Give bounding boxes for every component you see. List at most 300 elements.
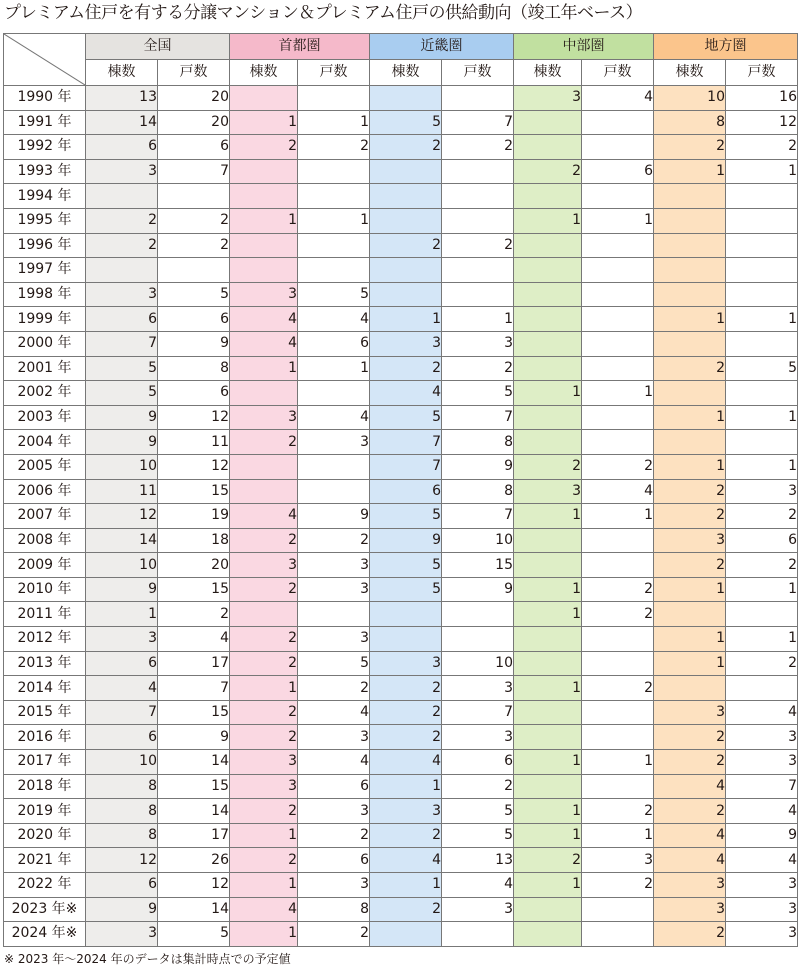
sub-header-units: 戸数 <box>158 60 230 86</box>
year-cell: 1991 年 <box>4 110 86 135</box>
units-cell: 1 <box>582 750 654 775</box>
units-cell: 15 <box>442 553 514 578</box>
buildings-cell: 4 <box>230 897 298 922</box>
units-cell: 3 <box>726 922 798 947</box>
table-row <box>4 282 798 307</box>
buildings-cell <box>230 86 298 111</box>
buildings-cell: 9 <box>86 430 158 455</box>
buildings-cell: 4 <box>370 750 442 775</box>
buildings-cell <box>654 676 726 701</box>
page-title: プレミアム住戸を有する分譲マンション＆プレミアム住戸の供給動向（竣工年ベース） <box>4 3 643 23</box>
table-row <box>4 651 798 676</box>
units-cell <box>726 430 798 455</box>
buildings-cell: 9 <box>86 405 158 430</box>
sub-header-units: 戸数 <box>442 60 514 86</box>
units-cell: 3 <box>442 676 514 701</box>
units-cell <box>582 307 654 332</box>
buildings-cell <box>370 922 442 947</box>
buildings-cell: 2 <box>230 700 298 725</box>
buildings-cell <box>514 356 582 381</box>
units-cell: 3 <box>442 331 514 356</box>
buildings-cell: 3 <box>230 750 298 775</box>
year-cell: 1992 年 <box>4 135 86 160</box>
units-cell <box>442 258 514 283</box>
units-cell: 9 <box>726 823 798 848</box>
units-cell: 3 <box>298 577 370 602</box>
units-cell <box>726 676 798 701</box>
buildings-cell <box>514 282 582 307</box>
units-cell: 16 <box>726 86 798 111</box>
units-cell: 2 <box>158 602 230 627</box>
units-cell: 6 <box>158 381 230 406</box>
units-cell: 4 <box>726 799 798 824</box>
region-header-shutoken: 首都圏 <box>230 34 370 60</box>
units-cell: 14 <box>158 799 230 824</box>
buildings-cell <box>654 430 726 455</box>
buildings-cell: 1 <box>86 602 158 627</box>
units-cell: 15 <box>158 577 230 602</box>
year-cell: 1994 年 <box>4 184 86 209</box>
units-cell: 1 <box>726 577 798 602</box>
units-cell: 1 <box>442 307 514 332</box>
buildings-cell: 1 <box>514 381 582 406</box>
units-cell <box>726 184 798 209</box>
units-cell: 1 <box>582 504 654 529</box>
buildings-cell <box>514 184 582 209</box>
units-cell: 17 <box>158 823 230 848</box>
buildings-cell: 3 <box>86 159 158 184</box>
units-cell: 7 <box>726 774 798 799</box>
units-cell <box>298 86 370 111</box>
buildings-cell: 13 <box>86 86 158 111</box>
buildings-cell <box>230 184 298 209</box>
units-cell: 20 <box>158 553 230 578</box>
buildings-cell: 7 <box>370 454 442 479</box>
buildings-cell: 4 <box>654 774 726 799</box>
units-cell: 3 <box>726 750 798 775</box>
units-cell <box>726 602 798 627</box>
buildings-cell: 1 <box>370 307 442 332</box>
units-cell <box>726 208 798 233</box>
year-cell: 1995 年 <box>4 208 86 233</box>
buildings-cell: 3 <box>654 700 726 725</box>
region-header-chubu: 中部圏 <box>514 34 654 60</box>
buildings-cell: 9 <box>86 577 158 602</box>
units-cell: 3 <box>442 897 514 922</box>
units-cell: 15 <box>158 700 230 725</box>
table-row <box>4 479 798 504</box>
units-cell: 3 <box>298 725 370 750</box>
table-body <box>4 86 798 947</box>
year-cell: 2013 年 <box>4 651 86 676</box>
year-cell: 1990 年 <box>4 86 86 111</box>
corner-cell <box>4 34 86 86</box>
buildings-cell: 5 <box>370 553 442 578</box>
units-cell: 2 <box>158 208 230 233</box>
units-cell: 1 <box>726 307 798 332</box>
table-row <box>4 430 798 455</box>
buildings-cell: 2 <box>230 627 298 652</box>
year-cell: 2021 年 <box>4 848 86 873</box>
buildings-cell: 7 <box>370 430 442 455</box>
table-row <box>4 700 798 725</box>
region-header-chiho: 地方圏 <box>654 34 798 60</box>
year-cell: 2007 年 <box>4 504 86 529</box>
buildings-cell: 6 <box>370 479 442 504</box>
buildings-cell: 1 <box>230 356 298 381</box>
table-row <box>4 750 798 775</box>
units-cell: 4 <box>298 405 370 430</box>
buildings-cell <box>86 258 158 283</box>
table-row <box>4 381 798 406</box>
year-cell: 2020 年 <box>4 823 86 848</box>
diagonal-line-icon <box>4 34 85 85</box>
units-cell: 9 <box>442 454 514 479</box>
buildings-cell: 1 <box>514 750 582 775</box>
units-cell: 4 <box>582 479 654 504</box>
units-cell: 7 <box>442 504 514 529</box>
units-cell: 12 <box>726 110 798 135</box>
buildings-cell: 8 <box>86 823 158 848</box>
units-cell: 6 <box>582 159 654 184</box>
buildings-cell: 3 <box>230 282 298 307</box>
units-cell <box>298 184 370 209</box>
buildings-cell: 2 <box>370 676 442 701</box>
units-cell <box>582 233 654 258</box>
units-cell: 12 <box>158 873 230 898</box>
units-cell: 4 <box>298 750 370 775</box>
units-cell: 14 <box>158 750 230 775</box>
buildings-cell: 1 <box>514 823 582 848</box>
table-row <box>4 799 798 824</box>
buildings-cell: 2 <box>370 700 442 725</box>
units-cell <box>298 479 370 504</box>
buildings-cell: 1 <box>654 307 726 332</box>
units-cell <box>442 282 514 307</box>
units-cell: 2 <box>298 676 370 701</box>
buildings-cell: 8 <box>86 799 158 824</box>
year-cell: 1999 年 <box>4 307 86 332</box>
units-cell <box>298 233 370 258</box>
region-header-row <box>4 34 798 60</box>
buildings-cell: 2 <box>654 799 726 824</box>
table-row <box>4 528 798 553</box>
buildings-cell: 1 <box>654 405 726 430</box>
sub-header-buildings: 棟数 <box>654 60 726 86</box>
buildings-cell: 2 <box>230 725 298 750</box>
units-cell: 2 <box>442 233 514 258</box>
year-cell: 2010 年 <box>4 577 86 602</box>
table-row <box>4 233 798 258</box>
buildings-cell: 2 <box>370 233 442 258</box>
buildings-cell: 3 <box>654 897 726 922</box>
year-cell: 2016 年 <box>4 725 86 750</box>
year-cell: 2000 年 <box>4 331 86 356</box>
units-cell: 12 <box>158 454 230 479</box>
year-cell: 2012 年 <box>4 627 86 652</box>
units-cell: 20 <box>158 110 230 135</box>
buildings-cell: 2 <box>370 725 442 750</box>
units-cell <box>582 528 654 553</box>
buildings-cell: 10 <box>86 553 158 578</box>
units-cell: 5 <box>442 381 514 406</box>
buildings-cell: 2 <box>654 504 726 529</box>
buildings-cell <box>514 897 582 922</box>
units-cell: 2 <box>726 651 798 676</box>
units-cell: 4 <box>442 873 514 898</box>
table-row <box>4 774 798 799</box>
buildings-cell: 8 <box>654 110 726 135</box>
buildings-cell: 3 <box>654 873 726 898</box>
year-cell: 2018 年 <box>4 774 86 799</box>
sub-header-buildings: 棟数 <box>370 60 442 86</box>
table-row <box>4 356 798 381</box>
units-cell <box>442 627 514 652</box>
units-cell: 8 <box>442 479 514 504</box>
table-row <box>4 823 798 848</box>
buildings-cell: 2 <box>370 135 442 160</box>
footnote: ※ 2023 年～2024 年のデータは集計時点での予定値 <box>4 952 291 966</box>
units-cell <box>582 651 654 676</box>
buildings-cell <box>514 430 582 455</box>
units-cell: 8 <box>158 356 230 381</box>
year-cell: 2014 年 <box>4 676 86 701</box>
table-row <box>4 110 798 135</box>
units-cell: 2 <box>582 454 654 479</box>
buildings-cell: 2 <box>654 135 726 160</box>
buildings-cell: 2 <box>654 725 726 750</box>
buildings-cell: 6 <box>86 135 158 160</box>
units-cell <box>582 331 654 356</box>
units-cell: 2 <box>298 922 370 947</box>
units-cell: 14 <box>158 897 230 922</box>
units-cell: 13 <box>442 848 514 873</box>
units-cell: 6 <box>158 135 230 160</box>
buildings-cell: 12 <box>86 504 158 529</box>
units-cell <box>582 282 654 307</box>
units-cell: 2 <box>726 135 798 160</box>
buildings-cell: 3 <box>230 553 298 578</box>
year-cell: 2015 年 <box>4 700 86 725</box>
units-cell <box>582 135 654 160</box>
buildings-cell: 6 <box>86 307 158 332</box>
units-cell <box>298 454 370 479</box>
units-cell: 5 <box>158 282 230 307</box>
table-row <box>4 577 798 602</box>
units-cell: 5 <box>298 651 370 676</box>
units-cell: 5 <box>298 282 370 307</box>
buildings-cell <box>86 184 158 209</box>
buildings-cell <box>370 627 442 652</box>
buildings-cell: 6 <box>86 725 158 750</box>
units-cell: 3 <box>582 848 654 873</box>
units-cell <box>158 184 230 209</box>
units-cell: 17 <box>158 651 230 676</box>
units-cell: 2 <box>158 233 230 258</box>
units-cell: 2 <box>726 504 798 529</box>
units-cell: 9 <box>158 725 230 750</box>
buildings-cell <box>370 184 442 209</box>
table-row <box>4 725 798 750</box>
year-cell: 1998 年 <box>4 282 86 307</box>
units-cell: 2 <box>582 799 654 824</box>
buildings-cell: 9 <box>370 528 442 553</box>
units-cell: 26 <box>158 848 230 873</box>
buildings-cell: 14 <box>86 528 158 553</box>
buildings-cell: 2 <box>230 848 298 873</box>
units-cell: 3 <box>298 430 370 455</box>
units-cell: 7 <box>158 159 230 184</box>
units-cell: 8 <box>298 897 370 922</box>
buildings-cell: 1 <box>230 922 298 947</box>
buildings-cell: 5 <box>370 577 442 602</box>
buildings-cell: 5 <box>370 504 442 529</box>
table-row <box>4 159 798 184</box>
buildings-cell: 9 <box>86 897 158 922</box>
buildings-cell: 1 <box>514 577 582 602</box>
units-cell <box>726 258 798 283</box>
year-cell: 2009 年 <box>4 553 86 578</box>
units-cell: 2 <box>582 577 654 602</box>
year-cell: 2019 年 <box>4 799 86 824</box>
buildings-cell <box>370 282 442 307</box>
buildings-cell: 2 <box>230 430 298 455</box>
table-row <box>4 307 798 332</box>
units-cell: 12 <box>158 405 230 430</box>
units-cell: 2 <box>442 135 514 160</box>
year-cell: 2024 年※ <box>4 922 86 947</box>
buildings-cell <box>370 208 442 233</box>
table-row <box>4 184 798 209</box>
buildings-cell: 3 <box>230 774 298 799</box>
units-cell: 8 <box>442 430 514 455</box>
units-cell <box>582 110 654 135</box>
table-row <box>4 135 798 160</box>
buildings-cell: 4 <box>230 307 298 332</box>
year-cell: 1993 年 <box>4 159 86 184</box>
units-cell: 7 <box>442 700 514 725</box>
units-cell: 10 <box>442 651 514 676</box>
buildings-cell: 2 <box>654 750 726 775</box>
units-cell: 1 <box>726 454 798 479</box>
buildings-cell: 1 <box>230 110 298 135</box>
units-cell: 2 <box>298 823 370 848</box>
buildings-cell: 10 <box>86 750 158 775</box>
units-cell: 4 <box>298 700 370 725</box>
table-row <box>4 208 798 233</box>
year-cell: 1997 年 <box>4 258 86 283</box>
units-cell: 6 <box>158 307 230 332</box>
units-cell <box>726 331 798 356</box>
year-cell: 2001 年 <box>4 356 86 381</box>
buildings-cell: 4 <box>370 381 442 406</box>
buildings-cell <box>654 184 726 209</box>
units-cell: 4 <box>298 307 370 332</box>
units-cell <box>582 700 654 725</box>
buildings-cell <box>514 651 582 676</box>
year-cell: 2002 年 <box>4 381 86 406</box>
buildings-cell: 5 <box>370 405 442 430</box>
buildings-cell <box>370 258 442 283</box>
year-cell: 2017 年 <box>4 750 86 775</box>
buildings-cell <box>514 553 582 578</box>
table-row <box>4 602 798 627</box>
buildings-cell: 2 <box>654 479 726 504</box>
units-cell <box>726 381 798 406</box>
units-cell: 2 <box>582 873 654 898</box>
buildings-cell <box>514 110 582 135</box>
units-cell <box>582 430 654 455</box>
year-cell: 2022 年 <box>4 873 86 898</box>
units-cell: 1 <box>582 208 654 233</box>
units-cell: 6 <box>298 774 370 799</box>
buildings-cell: 2 <box>370 823 442 848</box>
buildings-cell: 3 <box>514 479 582 504</box>
units-cell <box>442 922 514 947</box>
buildings-cell: 4 <box>370 848 442 873</box>
buildings-cell: 1 <box>514 602 582 627</box>
units-cell <box>298 602 370 627</box>
units-cell: 1 <box>726 627 798 652</box>
buildings-cell <box>230 258 298 283</box>
units-cell: 2 <box>726 553 798 578</box>
buildings-cell <box>514 233 582 258</box>
buildings-cell: 11 <box>86 479 158 504</box>
buildings-cell <box>514 135 582 160</box>
table-row <box>4 848 798 873</box>
table-row <box>4 676 798 701</box>
units-cell: 3 <box>298 799 370 824</box>
buildings-cell: 4 <box>230 504 298 529</box>
sub-header-buildings: 棟数 <box>230 60 298 86</box>
units-cell <box>582 897 654 922</box>
units-cell: 3 <box>726 897 798 922</box>
buildings-cell <box>514 258 582 283</box>
buildings-cell: 1 <box>230 823 298 848</box>
units-cell: 2 <box>298 135 370 160</box>
buildings-cell: 2 <box>370 356 442 381</box>
buildings-cell: 5 <box>370 110 442 135</box>
units-cell: 3 <box>298 553 370 578</box>
units-cell: 2 <box>582 676 654 701</box>
buildings-cell: 1 <box>230 873 298 898</box>
table-row <box>4 258 798 283</box>
buildings-cell: 4 <box>654 823 726 848</box>
buildings-cell: 1 <box>514 873 582 898</box>
buildings-cell: 7 <box>86 700 158 725</box>
buildings-cell: 6 <box>86 651 158 676</box>
units-cell: 6 <box>298 848 370 873</box>
buildings-cell: 2 <box>230 651 298 676</box>
buildings-cell: 2 <box>514 159 582 184</box>
year-cell: 2023 年※ <box>4 897 86 922</box>
units-cell <box>442 602 514 627</box>
buildings-cell: 3 <box>514 86 582 111</box>
buildings-cell: 4 <box>654 848 726 873</box>
year-cell: 2004 年 <box>4 430 86 455</box>
units-cell <box>442 208 514 233</box>
units-cell <box>442 184 514 209</box>
table-row <box>4 553 798 578</box>
buildings-cell: 2 <box>654 922 726 947</box>
units-cell <box>298 159 370 184</box>
buildings-cell: 2 <box>230 577 298 602</box>
units-cell: 3 <box>298 627 370 652</box>
buildings-cell: 8 <box>86 774 158 799</box>
year-cell: 1996 年 <box>4 233 86 258</box>
buildings-cell <box>230 159 298 184</box>
buildings-cell: 3 <box>654 528 726 553</box>
